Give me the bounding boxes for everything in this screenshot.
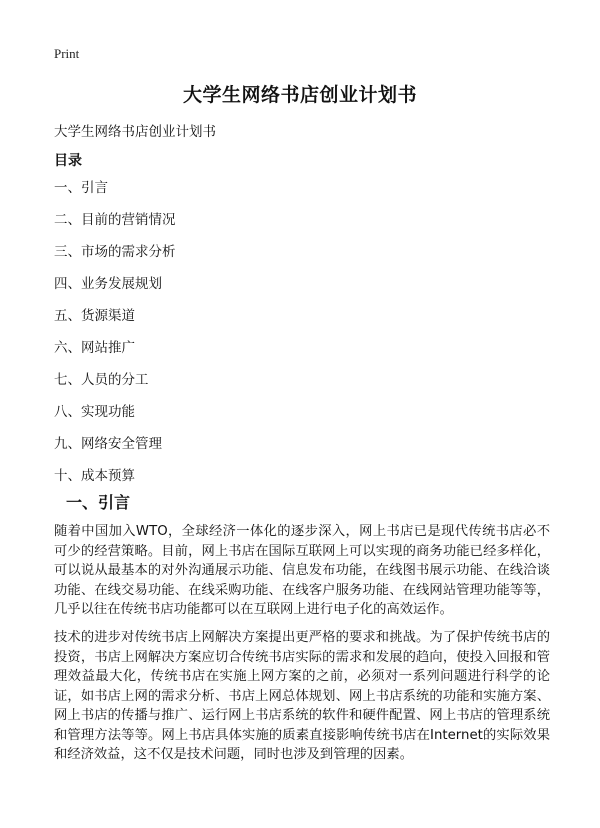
body-paragraph: 随着中国加入WTO，全球经济一体化的逐步深入，网上书店已是现代传统书店必不可少的经营策略。目前，网上书店在国际互联网上可以实现的商务功能已经多样化，可以说从最基本的对外沟通展示功能、信息发布功能，在线图书展示功能、在线洽谈功能、在线交易功能、在线采购功能、在线客户服务功能、在线网站管理功能等等，几乎以往在传统书店功能都可以在互联网上进行电子化的高效运作。 [54, 524, 550, 617]
table-of-contents [54, 176, 176, 496]
toc-item: 九、网络安全管理 [54, 436, 162, 452]
toc-item: 五、货源渠道 [54, 308, 135, 324]
toc-item: 三、市场的需求分析 [54, 244, 176, 260]
toc-item: 四、业务发展规划 [54, 276, 162, 292]
toc-item: 八、实现功能 [54, 404, 135, 420]
toc-item: 二、目前的营销情况 [54, 212, 176, 228]
toc-item: 十、成本预算 [54, 468, 135, 484]
toc-item: 六、网站推广 [54, 340, 135, 356]
body-paragraph: 技术的进步对传统书店上网解决方案提出更严格的要求和挑战。为了保护传统书店的投资，书店上网解决方案应切合传统书店实际的需求和发展的趋向，使投入回报和管理效益最大化，传统书店在实施上网方案的之前，必须对一系列问题进行科学的论证，如书店上网的需求分析、书店上网总体规划、网上书店系统的功能和实施方案、网上书店的传播与推广、运行网上书店系统的软件和硬件配置、网上书店的管理系统和管理方法等等。网上书店具体实施的质素直接影响传统书店在Internet的实际效果和经济效益，这不仅是技术问题，同时也涉及到管理的因素。 [54, 630, 550, 762]
print-link[interactable]: Print [54, 46, 80, 61]
toc-heading: 目录 [54, 153, 82, 169]
section-heading: 一、引言 [66, 493, 131, 512]
document-title: 大学生网络书店创业计划书 [182, 84, 417, 106]
toc-item: 七、人员的分工 [54, 372, 149, 388]
document-subtitle: 大学生网络书店创业计划书 [54, 124, 216, 140]
toc-item: 一、引言 [54, 180, 108, 196]
